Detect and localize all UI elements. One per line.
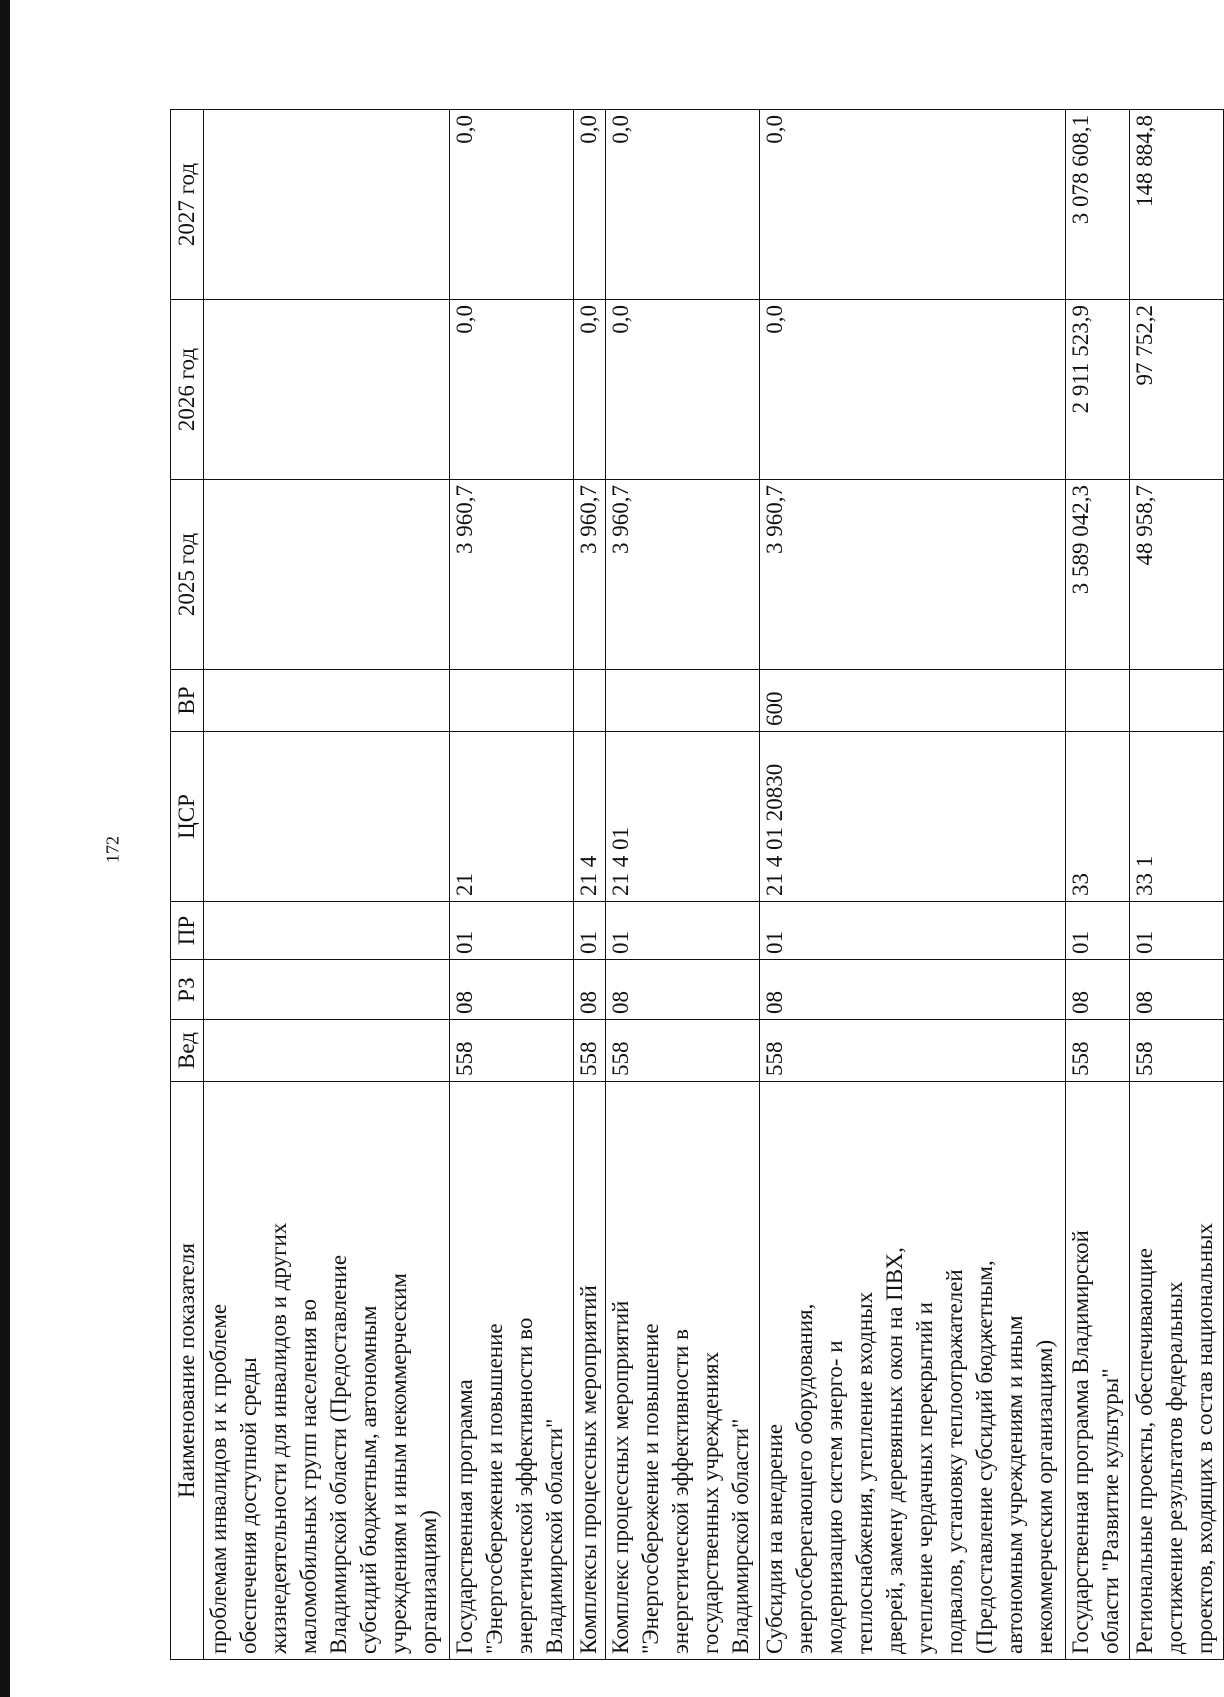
row-2026: 0,0 [450, 300, 574, 480]
header-pr: ПР [171, 902, 204, 960]
table-row [760, 110, 1066, 1660]
header-csr: ЦСР [171, 732, 204, 902]
row-vr [1130, 670, 1224, 732]
row-pr: 01 [574, 902, 606, 960]
table-row [606, 110, 760, 1660]
row-2027: 3 078 608,1 [1066, 110, 1130, 300]
row-pr [204, 902, 450, 960]
row-2025 [204, 480, 450, 670]
row-2027: 0,0 [760, 110, 1066, 300]
table-row [574, 110, 606, 1660]
row-2026: 2 911 523,9 [1066, 300, 1130, 480]
table-header-row [171, 110, 204, 1660]
row-ved: 558 [760, 1020, 1066, 1082]
row-rz [204, 960, 450, 1020]
row-vr [1066, 670, 1130, 732]
header-2026: 2026 год [171, 300, 204, 480]
row-ved: 558 [1066, 1020, 1130, 1082]
row-vr [574, 670, 606, 732]
table-row [204, 110, 450, 1660]
row-pr: 01 [1066, 902, 1130, 960]
row-name: Государственная программа Владимирской области "Развитие культуры" [1066, 1082, 1130, 1660]
row-name: Субсидия на внедрение энергосберегающего оборудования, модернизацию систем энерго- и теплоснабжения, утепление входных дверей, замену деревянных окон на ПВХ, утепление чердачных перекрытий и подвалов, установку теплоотражателей (Предоставление субсидий бюджетным, автономным учреждениям и иным некоммерческим организациям) [760, 1082, 1066, 1660]
header-2025: 2025 год [171, 480, 204, 670]
row-rz: 08 [1066, 960, 1130, 1020]
row-vr [450, 670, 574, 732]
row-pr: 01 [760, 902, 1066, 960]
row-ved: 558 [450, 1020, 574, 1082]
row-vr [204, 670, 450, 732]
row-ved: 558 [574, 1020, 606, 1082]
row-name: Комплексы процессных мероприятий [574, 1082, 606, 1660]
row-2025: 48 958,7 [1130, 480, 1224, 670]
row-name: Региональные проекты, обеспечивающие достижение результатов федеральных проектов, входящих в состав национальных [1130, 1082, 1224, 1660]
page-number: 172 [102, 836, 123, 863]
row-pr: 01 [606, 902, 760, 960]
row-csr: 21 4 [574, 732, 606, 902]
row-2027: 0,0 [606, 110, 760, 300]
row-2027 [204, 110, 450, 300]
row-csr: 33 1 [1130, 732, 1224, 902]
row-2027: 0,0 [450, 110, 574, 300]
rotated-page-content [170, 110, 1217, 1660]
row-rz: 08 [450, 960, 574, 1020]
row-2025: 3 960,7 [450, 480, 574, 670]
header-2027: 2027 год [171, 110, 204, 300]
row-csr [204, 732, 450, 902]
row-name: проблемам инвалидов и к проблеме обеспечения доступной среды жизнедеятельности для инвалидов и других маломобильных групп населения во Владимирской области (Предоставление субсидий бюджетным, автономным учреждениям и иным некоммерческим организациям) [204, 1082, 450, 1660]
row-2026: 97 752,2 [1130, 300, 1224, 480]
header-rz: РЗ [171, 960, 204, 1020]
row-2026 [204, 300, 450, 480]
row-2027: 148 884,8 [1130, 110, 1224, 300]
table-row [1066, 110, 1130, 1660]
row-name: Комплекс процессных мероприятий "Энергосбережение и повышение энергетической эффективности в государственных учреждениях Владимирской области" [606, 1082, 760, 1660]
scan-edge [0, 0, 10, 1697]
row-2026: 0,0 [606, 300, 760, 480]
header-ved: Вед [171, 1020, 204, 1082]
header-name: Наименование показателя [171, 1082, 204, 1660]
row-ved: 558 [1130, 1020, 1224, 1082]
row-2025: 3 960,7 [574, 480, 606, 670]
row-pr: 01 [1130, 902, 1224, 960]
budget-table [170, 109, 1224, 1660]
row-2025: 3 960,7 [606, 480, 760, 670]
row-vr: 600 [760, 670, 1066, 732]
table-row [1130, 110, 1224, 1660]
row-vr [606, 670, 760, 732]
row-name: Государственная программа "Энергосбережение и повышение энергетической эффективности во Владимирской области" [450, 1082, 574, 1660]
row-2026: 0,0 [574, 300, 606, 480]
row-ved: 558 [606, 1020, 760, 1082]
row-ved [204, 1020, 450, 1082]
row-csr: 33 [1066, 732, 1130, 902]
row-rz: 08 [1130, 960, 1224, 1020]
table-row [450, 110, 574, 1660]
row-csr: 21 [450, 732, 574, 902]
row-2026: 0,0 [760, 300, 1066, 480]
row-csr: 21 4 01 20830 [760, 732, 1066, 902]
row-2027: 0,0 [574, 110, 606, 300]
row-rz: 08 [574, 960, 606, 1020]
row-rz: 08 [760, 960, 1066, 1020]
header-vr: ВР [171, 670, 204, 732]
row-csr: 21 4 01 [606, 732, 760, 902]
row-pr: 01 [450, 902, 574, 960]
row-2025: 3 960,7 [760, 480, 1066, 670]
row-2025: 3 589 042,3 [1066, 480, 1130, 670]
row-rz: 08 [606, 960, 760, 1020]
